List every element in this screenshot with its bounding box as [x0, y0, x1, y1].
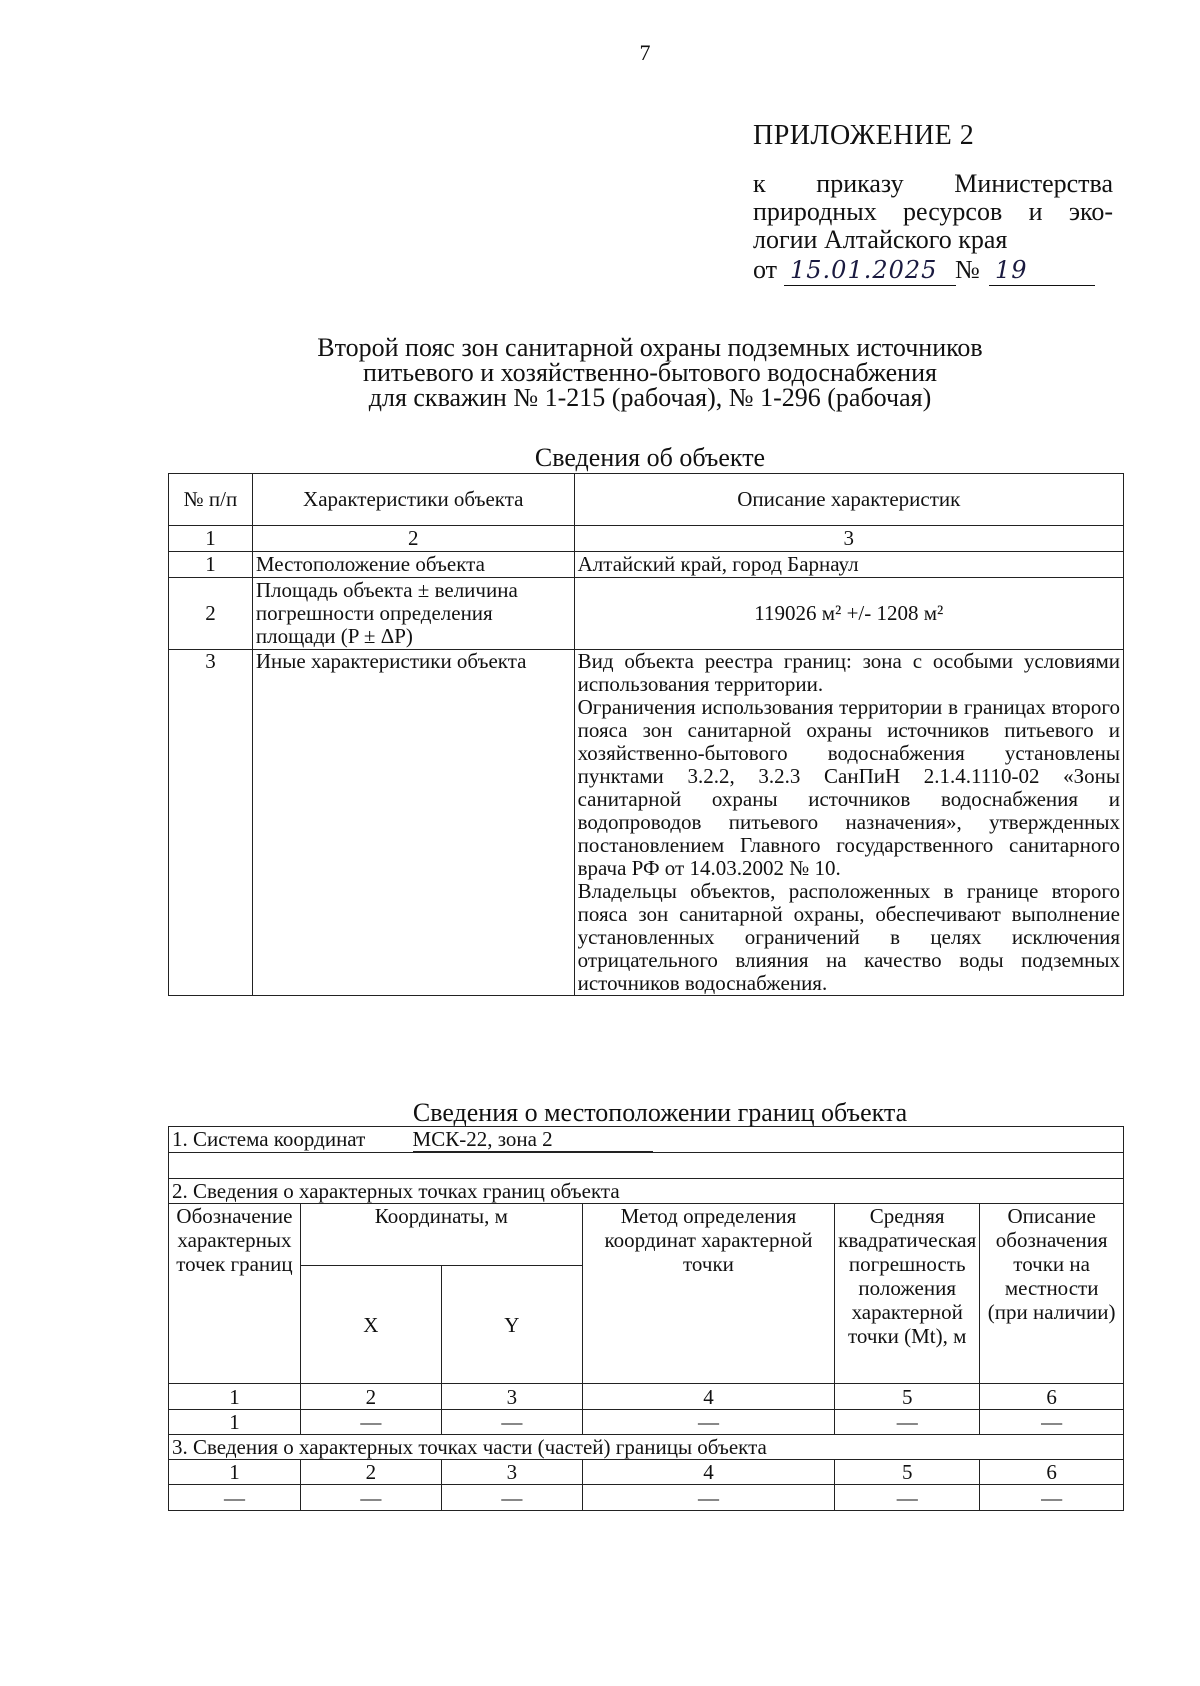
- row-number: 3: [169, 650, 253, 996]
- boundaries-caption: Сведения о местоположении границ объекта: [412, 1098, 908, 1127]
- row-name: Площадь объекта ± величина погрешности определения площади (P ± ΔP): [252, 578, 574, 650]
- section-3-title: 3. Сведения о характерных точках части (частей) границы объекта: [169, 1435, 1124, 1460]
- empty-cell: [169, 1153, 1124, 1179]
- order-number-label: №: [955, 255, 980, 284]
- cell: —: [980, 1485, 1124, 1511]
- document-title: [255, 335, 1045, 410]
- row-value: [574, 650, 1123, 996]
- col-number: 1: [169, 1460, 301, 1485]
- cell: 1: [169, 1410, 301, 1435]
- description-paragraph: Ограничения использования территории в границах второго пояса зон санитарной охраны источников питьевого и хозяйственно-бытового водоснабжения установлены пунктами 3.2.2, 3.2.3 СанПиН 2.1.4.1110-02 «Зоны санитарной охраны источников водоснабжения и водопроводов питьевого назначения», утвержденных постановлением Главного государственного санитарного врача РФ от 14.03.2002 № 10.: [577, 695, 1120, 880]
- header-method: Метод определения координат характерной точки: [582, 1204, 834, 1384]
- col-number: 4: [582, 1460, 834, 1485]
- cell: —: [980, 1410, 1124, 1435]
- appendix-title: ПРИЛОЖЕНИЕ 2: [753, 120, 975, 151]
- col-number: 2: [300, 1460, 441, 1485]
- cell: —: [441, 1410, 582, 1435]
- col-number: 1: [169, 1384, 301, 1410]
- col-number: 3: [441, 1460, 582, 1485]
- order-date-handwritten: 15.01.2025: [784, 256, 956, 286]
- col-number: 6: [980, 1460, 1124, 1485]
- header-error: Средняя квадратическая погрешность положения характерной точки (Mt), м: [835, 1204, 980, 1384]
- col-number: 4: [582, 1384, 834, 1410]
- col-number: 5: [835, 1384, 980, 1410]
- appendix-line-2: природных ресурсов и эко-: [753, 197, 1113, 226]
- description-paragraph: Владельцы объектов, расположенных в границе второго пояса зон санитарной охраны, обеспечивают выполнение установленных ограничений в целях исключения отрицательного влияния на качество воды подземных источников водоснабжения.: [577, 879, 1120, 995]
- col-number: 3: [441, 1384, 582, 1410]
- empty-row: [169, 1153, 1124, 1179]
- cell: —: [835, 1410, 980, 1435]
- coordinate-system: [169, 1127, 1124, 1153]
- object-info-caption: Сведения об объекте: [534, 443, 766, 472]
- col-number: 2: [252, 526, 574, 552]
- row-name: Местоположение объекта: [252, 552, 574, 578]
- header-coordinates: Координаты, м: [300, 1204, 582, 1266]
- header-description: Описание обозначения точки на местности (при наличии): [980, 1204, 1124, 1384]
- column-number-row: [169, 526, 1124, 552]
- section-title-row: [169, 1435, 1124, 1460]
- appendix-block: [753, 170, 1113, 290]
- table-header-row: [169, 1204, 1124, 1266]
- row-name: Иные характеристики объекта: [252, 650, 574, 996]
- column-number-row: [169, 1384, 1124, 1410]
- header-point: Обозначение характерных точек границ: [169, 1204, 301, 1384]
- table-row: [169, 1485, 1124, 1511]
- cell: —: [582, 1485, 834, 1511]
- row-value: 119026 м² +/- 1208 м²: [574, 578, 1123, 650]
- document-title-line-2: питьевого и хозяйственно-бытового водоснабжения: [363, 358, 937, 387]
- order-from-label: от: [753, 255, 778, 284]
- order-number-handwritten: 19: [989, 256, 1095, 286]
- header-characteristic: Характеристики объекта: [252, 474, 574, 526]
- row-value: Алтайский край, город Барнаул: [574, 552, 1123, 578]
- page-number: 7: [639, 40, 651, 65]
- coordinate-system-row: [169, 1127, 1124, 1153]
- boundaries-table: [168, 1126, 1124, 1511]
- coordinate-system-label: 1. Система координат: [172, 1127, 366, 1151]
- appendix-line-1: к приказу Министерства: [753, 169, 1113, 198]
- coordinate-system-value: МСК-22, зона 2: [413, 1127, 653, 1152]
- section-2-title: 2. Сведения о характерных точках границ объекта: [169, 1179, 1124, 1204]
- section-title-row: [169, 1179, 1124, 1204]
- appendix-line-3: логии Алтайского края: [753, 225, 1008, 254]
- object-info-table: [168, 473, 1124, 996]
- table-row: [169, 650, 1124, 996]
- col-number: 1: [169, 526, 253, 552]
- col-number: 3: [574, 526, 1123, 552]
- table-row: [169, 1410, 1124, 1435]
- cell: —: [441, 1485, 582, 1511]
- document-title-line-3: для скважин № 1-215 (рабочая), № 1-296 (рабочая): [368, 383, 932, 412]
- col-number: 6: [980, 1384, 1124, 1410]
- table-row: [169, 578, 1124, 650]
- document-title-line-1: Второй пояс зон санитарной охраны подземных источников: [317, 333, 983, 362]
- column-number-row: [169, 1460, 1124, 1485]
- header-number: № п/п: [169, 474, 253, 526]
- table-row: [169, 552, 1124, 578]
- cell: —: [300, 1485, 441, 1511]
- col-number: 5: [835, 1460, 980, 1485]
- col-number: 2: [300, 1384, 441, 1410]
- cell: —: [169, 1485, 301, 1511]
- description-paragraph: Вид объекта реестра границ: зона с особыми условиями использования территории.: [577, 649, 1120, 696]
- row-number: 2: [169, 578, 253, 650]
- row-number: 1: [169, 552, 253, 578]
- order-line: [753, 256, 1113, 290]
- cell: —: [835, 1485, 980, 1511]
- cell: —: [582, 1410, 834, 1435]
- header-description: Описание характеристик: [574, 474, 1123, 526]
- header-x: X: [300, 1266, 441, 1384]
- cell: —: [300, 1410, 441, 1435]
- header-y: Y: [441, 1266, 582, 1384]
- table-header-row: [169, 474, 1124, 526]
